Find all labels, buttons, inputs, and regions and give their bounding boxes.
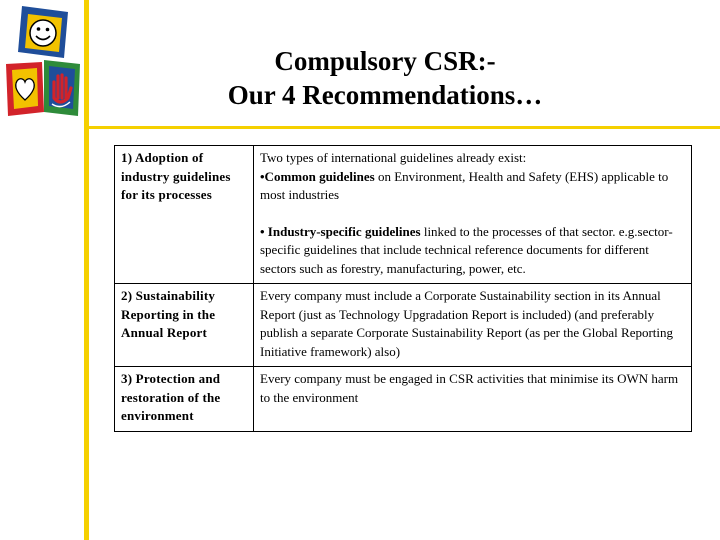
table-row [115,284,692,367]
common-guidelines-bullet [260,168,685,205]
guidelines-intro: Two types of international guidelines already exist: [260,150,527,165]
slide-title-line-2: Our 4 Recommendations… [227,80,543,110]
bullet-text: on Environment, Health and Safety (EHS) applicable to most industries [260,168,669,202]
slide-title-line-1: Compulsory CSR:- [274,46,496,76]
row-label: 3) Protection and restoration of the environment [115,367,254,432]
table-row [115,146,692,284]
smiley-block-icon [18,6,68,58]
row-content: Every company must include a Corporate Sustainability section in its Annual Report (just as Technology Upgradation Report is included) (and preferably publish a separate Corporate Sustainability Report (as per the Global Reporting Initiative framework) also) [254,284,692,367]
accent-vertical-line [84,0,89,540]
slide-title [150,44,620,112]
bullet-bold-text: •Common guidelines [260,168,375,184]
accent-horizontal-line [84,126,720,129]
row-content [254,146,692,284]
bullet-bold-text: • Industry-specific guidelines [260,223,421,239]
children-blocks-logo [2,2,82,120]
row-label: 1) Adoption of industry guidelines for its processes [115,146,254,284]
hand-block-icon [44,60,80,116]
table-row [115,367,692,432]
row-content: Every company must be engaged in CSR activities that minimise its OWN harm to the environment [254,367,692,432]
heart-block-icon [6,62,44,116]
recommendations-table [114,145,692,432]
row-label: 2) Sustainability Reporting in the Annual Report [115,284,254,367]
industry-guidelines-bullet [260,223,685,279]
bullet-text: linked to the processes of that sector. e.g.sector-specific guidelines that include technical reference documents for different sectors such as forestry, manufacturing, power, etc. [260,223,673,276]
